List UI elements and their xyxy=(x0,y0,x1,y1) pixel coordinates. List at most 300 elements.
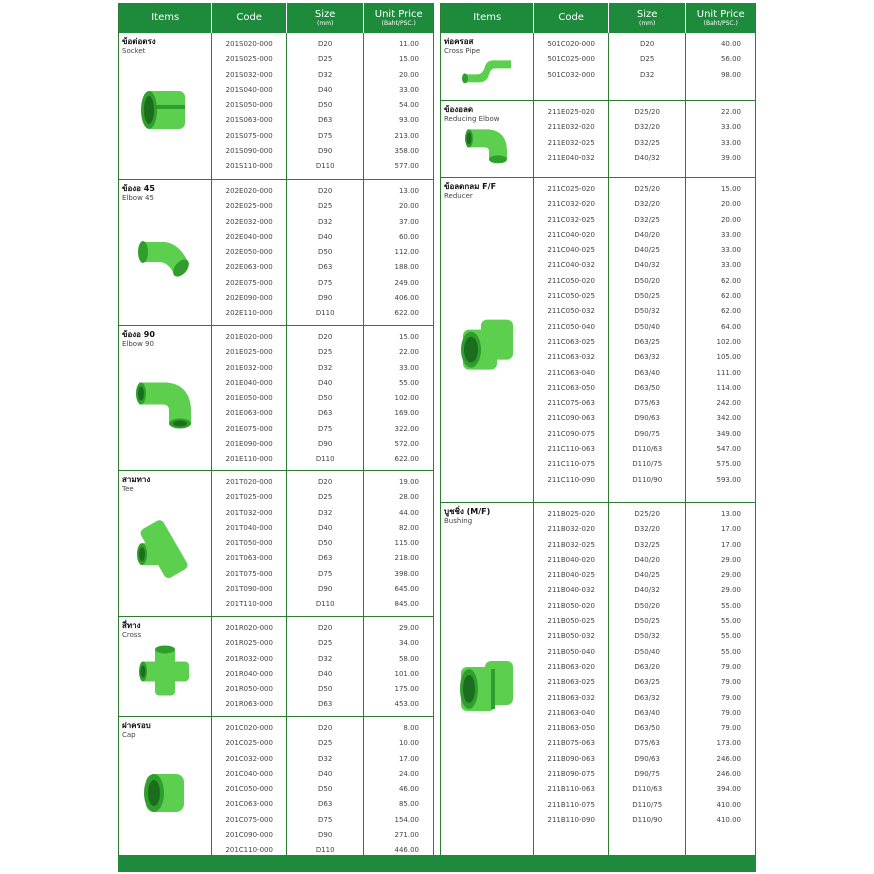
header-unit-price: Unit Price (Baht/PSC.) xyxy=(696,8,745,27)
price-cell: 349.00 xyxy=(716,429,741,438)
size-cell: D63 xyxy=(318,263,333,272)
product-name-english: Cap xyxy=(122,731,136,739)
code-column xyxy=(212,471,287,616)
right-table-body xyxy=(441,33,755,859)
size-column xyxy=(287,717,365,861)
code-cell: 211B040-032 xyxy=(547,586,595,595)
code-cell: 211B110-063 xyxy=(547,785,595,794)
size-cell: D32 xyxy=(318,363,333,372)
code-cell: 201S032-000 xyxy=(225,70,273,79)
product-name-english: Cross Pipe xyxy=(444,47,481,55)
price-column xyxy=(364,471,433,616)
size-cell: D63 xyxy=(318,700,333,709)
price-cell: 17.00 xyxy=(720,540,741,549)
product-group xyxy=(119,326,433,471)
code-cell: 211C063-050 xyxy=(547,383,595,392)
size-cell: D110/90 xyxy=(632,475,663,484)
product-group xyxy=(119,33,433,180)
cross-icon xyxy=(135,643,195,699)
reducer-icon xyxy=(455,316,519,374)
table-header xyxy=(119,3,433,33)
code-cell: 202E040-000 xyxy=(225,232,273,241)
size-cell: D90 xyxy=(318,294,333,303)
price-cell: 13.00 xyxy=(720,510,741,518)
size-cell: D25 xyxy=(318,202,333,211)
product-item-cell xyxy=(441,33,534,100)
code-cell: 211C050-025 xyxy=(547,292,595,301)
price-cell: 37.00 xyxy=(398,217,419,226)
size-cell: D75/63 xyxy=(634,739,660,748)
size-cell: D32 xyxy=(318,754,333,763)
size-cell: D40 xyxy=(318,523,333,532)
price-cell: 342.00 xyxy=(716,414,741,423)
header-code: Code xyxy=(212,3,287,33)
size-cell: D75 xyxy=(318,131,333,140)
code-cell: 211B032-025 xyxy=(547,540,595,549)
product-name-thai: ข้อต่อตรง xyxy=(122,37,156,46)
price-cell: 575.00 xyxy=(716,460,741,469)
price-cell: 62.00 xyxy=(720,276,741,285)
size-column xyxy=(287,33,365,179)
code-column xyxy=(212,717,287,861)
price-column xyxy=(686,101,755,177)
size-cell: D63 xyxy=(318,554,333,563)
price-cell: 10.00 xyxy=(398,739,419,748)
price-column xyxy=(364,326,433,470)
price-cell: 17.00 xyxy=(398,754,419,763)
price-cell: 13.00 xyxy=(398,187,419,195)
code-cell: 211C110-063 xyxy=(547,445,595,454)
size-column xyxy=(609,503,687,858)
code-cell: 202E110-000 xyxy=(225,309,273,318)
code-cell: 201R050-000 xyxy=(225,685,273,694)
size-cell: D90 xyxy=(318,831,333,840)
price-column xyxy=(364,33,433,179)
code-cell: 211C090-063 xyxy=(547,414,595,423)
price-column xyxy=(364,617,433,716)
price-cell: 105.00 xyxy=(716,353,741,362)
size-cell: D90/75 xyxy=(634,429,660,438)
size-cell: D32 xyxy=(318,217,333,226)
price-cell: 173.00 xyxy=(716,739,741,748)
code-cell: 202E025-000 xyxy=(225,202,273,211)
code-cell: 201S110-000 xyxy=(225,162,273,171)
size-cell: D63 xyxy=(318,800,333,809)
code-cell: 211E032-025 xyxy=(547,138,595,147)
price-cell: 213.00 xyxy=(394,131,419,140)
size-cell: D40/32 xyxy=(634,586,660,595)
code-cell: 201C040-000 xyxy=(225,769,273,778)
price-cell: 33.00 xyxy=(720,230,741,239)
product-name-english: Reducer xyxy=(444,192,473,200)
price-cell: 114.00 xyxy=(716,383,741,392)
price-cell: 58.00 xyxy=(398,654,419,663)
price-cell: 169.00 xyxy=(394,409,419,418)
code-cell: 211C032-020 xyxy=(547,200,595,209)
price-cell: 79.00 xyxy=(720,678,741,687)
code-cell: 211C032-025 xyxy=(547,215,595,224)
size-cell: D50 xyxy=(318,248,333,257)
size-cell: D40/20 xyxy=(634,555,660,564)
price-cell: 246.00 xyxy=(716,770,741,779)
code-cell: 201C025-000 xyxy=(225,739,273,748)
code-cell: 201T063-000 xyxy=(225,554,273,563)
price-cell: 64.00 xyxy=(720,322,741,331)
header-unit-price: Unit Price (Baht/PSC.) xyxy=(374,8,423,27)
size-cell: D32 xyxy=(640,70,655,79)
size-cell: D32 xyxy=(318,70,333,79)
code-cell: 211C110-075 xyxy=(547,460,595,469)
price-cell: 15.00 xyxy=(720,185,741,193)
code-cell: 211C050-040 xyxy=(547,322,595,331)
price-cell: 93.00 xyxy=(398,116,419,125)
size-cell: D110/75 xyxy=(632,460,663,469)
size-cell: D25/20 xyxy=(634,510,660,518)
size-cell: D90/63 xyxy=(634,414,660,423)
price-column xyxy=(686,33,755,100)
price-cell: 33.00 xyxy=(720,246,741,255)
product-group xyxy=(441,178,755,503)
size-cell: D110 xyxy=(315,600,335,609)
size-cell: D32/20 xyxy=(634,123,660,132)
price-cell: 46.00 xyxy=(398,785,419,794)
price-cell: 406.00 xyxy=(394,294,419,303)
code-cell: 211C040-020 xyxy=(547,230,595,239)
size-cell: D50/25 xyxy=(634,617,660,626)
price-cell: 55.00 xyxy=(720,617,741,626)
size-cell: D40 xyxy=(318,85,333,94)
price-column xyxy=(364,180,433,325)
price-cell: 845.00 xyxy=(394,600,419,609)
price-cell: 60.00 xyxy=(398,232,419,241)
size-cell: D50/40 xyxy=(634,322,660,331)
price-cell: 593.00 xyxy=(716,475,741,484)
code-cell: 201T110-000 xyxy=(225,600,273,609)
code-cell: 201R032-000 xyxy=(225,654,273,663)
code-cell: 201E020-000 xyxy=(225,333,273,341)
price-cell: 572.00 xyxy=(394,440,419,449)
code-column xyxy=(212,617,287,716)
code-cell: 201E090-000 xyxy=(225,440,273,449)
size-cell: D32 xyxy=(318,508,333,517)
product-group xyxy=(441,503,755,859)
cross-pipe-icon xyxy=(461,54,513,84)
price-cell: 79.00 xyxy=(720,708,741,717)
price-cell: 55.00 xyxy=(720,632,741,641)
price-cell: 15.00 xyxy=(398,333,419,341)
price-cell: 20.00 xyxy=(398,70,419,79)
size-cell: D20 xyxy=(318,624,333,632)
code-cell: 211B050-040 xyxy=(547,647,595,656)
product-name-thai: ฝาครอบ xyxy=(122,721,151,730)
size-cell: D110/75 xyxy=(632,800,663,809)
code-cell: 211B063-050 xyxy=(547,724,595,733)
price-cell: 271.00 xyxy=(394,831,419,840)
size-cell: D63/25 xyxy=(634,678,660,687)
product-name-english: Elbow 45 xyxy=(122,194,154,202)
code-cell: 201C110-000 xyxy=(225,846,273,855)
product-group xyxy=(119,617,433,717)
size-cell: D90 xyxy=(318,440,333,449)
product-group xyxy=(119,180,433,326)
product-item-cell xyxy=(119,326,212,470)
size-cell: D63/40 xyxy=(634,708,660,717)
code-cell: 202E020-000 xyxy=(225,187,273,195)
size-cell: D63 xyxy=(318,409,333,418)
size-cell: D25/20 xyxy=(634,108,660,116)
size-column xyxy=(287,471,365,616)
size-cell: D50 xyxy=(318,539,333,548)
size-cell: D75 xyxy=(318,815,333,824)
code-column xyxy=(534,503,609,858)
price-cell: 19.00 xyxy=(398,478,419,486)
product-item-cell xyxy=(119,471,212,616)
product-name-thai: บูชชิ่ง (M/F) xyxy=(444,507,491,516)
price-cell: 33.00 xyxy=(720,123,741,132)
price-cell: 20.00 xyxy=(720,200,741,209)
header-size: Size (mm) xyxy=(287,3,365,33)
code-cell: 202E090-000 xyxy=(225,294,273,303)
size-cell: D50 xyxy=(318,394,333,403)
code-cell: 211B063-032 xyxy=(547,693,595,702)
size-cell: D40 xyxy=(318,232,333,241)
size-cell: D32/20 xyxy=(634,525,660,534)
footer-bar xyxy=(118,855,756,872)
code-cell: 501C032-000 xyxy=(547,70,595,79)
size-cell: D110/63 xyxy=(632,445,663,454)
code-cell: 211B032-020 xyxy=(547,525,595,534)
price-cell: 322.00 xyxy=(394,424,419,433)
code-cell: 211E040-032 xyxy=(547,153,595,162)
code-cell: 201T020-000 xyxy=(225,478,273,486)
product-item-cell xyxy=(441,503,534,858)
code-cell: 211B110-090 xyxy=(547,815,595,824)
code-cell: 211B110-075 xyxy=(547,800,595,809)
code-cell: 211B090-063 xyxy=(547,754,595,763)
product-name-thai: ข้องอ 90 xyxy=(122,330,155,339)
code-cell: 211B050-025 xyxy=(547,617,595,626)
price-cell: 446.00 xyxy=(394,846,419,855)
price-column xyxy=(686,178,755,502)
code-cell: 211B075-063 xyxy=(547,739,595,748)
price-cell: 82.00 xyxy=(398,523,419,532)
code-cell: 211E032-020 xyxy=(547,123,595,132)
price-cell: 29.00 xyxy=(398,624,419,632)
product-name-thai: ข้องอลด xyxy=(444,105,474,114)
size-cell: D50/20 xyxy=(634,601,660,610)
product-item-cell xyxy=(119,717,212,861)
size-cell: D90 xyxy=(318,585,333,594)
price-cell: 154.00 xyxy=(394,815,419,824)
code-cell: 201S025-000 xyxy=(225,55,273,64)
code-column xyxy=(534,101,609,177)
size-column xyxy=(287,326,365,470)
size-cell: D40/25 xyxy=(634,571,660,580)
size-cell: D32 xyxy=(318,654,333,663)
price-column xyxy=(686,503,755,858)
price-column xyxy=(364,717,433,861)
code-cell: 202E032-000 xyxy=(225,217,273,226)
price-cell: 453.00 xyxy=(394,700,419,709)
product-name-english: Socket xyxy=(122,47,146,55)
code-cell: 211B063-025 xyxy=(547,678,595,687)
size-column xyxy=(609,33,687,100)
price-cell: 79.00 xyxy=(720,693,741,702)
size-cell: D25 xyxy=(640,55,655,64)
code-cell: 201R040-000 xyxy=(225,669,273,678)
size-cell: D50 xyxy=(318,685,333,694)
code-cell: 211C040-032 xyxy=(547,261,595,270)
product-name-thai: สี่ทาง xyxy=(122,621,141,630)
left-table-body xyxy=(119,33,433,862)
size-cell: D20 xyxy=(318,40,333,48)
size-cell: D32/20 xyxy=(634,200,660,209)
price-cell: 398.00 xyxy=(394,569,419,578)
product-item-cell xyxy=(119,180,212,325)
size-cell: D50/32 xyxy=(634,632,660,641)
code-column xyxy=(212,326,287,470)
code-cell: 211C050-032 xyxy=(547,307,595,316)
price-cell: 56.00 xyxy=(720,55,741,64)
price-cell: 28.00 xyxy=(398,493,419,502)
code-cell: 201S063-000 xyxy=(225,116,273,125)
price-cell: 29.00 xyxy=(720,586,741,595)
code-cell: 201C032-000 xyxy=(225,754,273,763)
cap-icon xyxy=(140,768,190,818)
code-cell: 211C063-032 xyxy=(547,353,595,362)
product-name-thai: สามทาง xyxy=(122,475,151,484)
price-cell: 358.00 xyxy=(394,147,419,156)
header-code: Code xyxy=(534,3,609,33)
size-cell: D20 xyxy=(318,187,333,195)
size-cell: D63/32 xyxy=(634,693,660,702)
product-name-thai: ข้องอ 45 xyxy=(122,184,155,193)
size-cell: D50 xyxy=(318,785,333,794)
price-cell: 29.00 xyxy=(720,571,741,580)
price-cell: 62.00 xyxy=(720,307,741,316)
code-cell: 201C020-000 xyxy=(225,724,273,732)
product-name-english: Cross xyxy=(122,631,142,639)
price-cell: 102.00 xyxy=(716,337,741,346)
price-cell: 55.00 xyxy=(398,378,419,387)
size-cell: D50/40 xyxy=(634,647,660,656)
size-cell: D25 xyxy=(318,639,333,648)
code-column xyxy=(212,180,287,325)
code-column xyxy=(534,178,609,502)
price-cell: 22.00 xyxy=(398,348,419,357)
size-cell: D75 xyxy=(318,278,333,287)
code-cell: 201C063-000 xyxy=(225,800,273,809)
size-cell: D20 xyxy=(318,724,333,732)
code-cell: 211B050-032 xyxy=(547,632,595,641)
code-column xyxy=(212,33,287,179)
size-cell: D63/50 xyxy=(634,383,660,392)
price-cell: 17.00 xyxy=(720,525,741,534)
size-cell: D110 xyxy=(315,846,335,855)
price-cell: 410.00 xyxy=(716,800,741,809)
code-cell: 211B090-075 xyxy=(547,770,595,779)
code-cell: 201S040-000 xyxy=(225,85,273,94)
size-cell: D25 xyxy=(318,55,333,64)
code-cell: 211E025-020 xyxy=(547,108,595,116)
product-item-cell xyxy=(119,617,212,716)
tee-icon xyxy=(133,517,197,581)
size-cell: D25 xyxy=(318,493,333,502)
price-cell: 102.00 xyxy=(394,394,419,403)
price-cell: 394.00 xyxy=(716,785,741,794)
code-cell: 201S050-000 xyxy=(225,101,273,110)
price-cell: 622.00 xyxy=(394,455,419,464)
price-cell: 249.00 xyxy=(394,278,419,287)
price-cell: 22.00 xyxy=(720,108,741,116)
price-cell: 410.00 xyxy=(716,815,741,824)
price-cell: 645.00 xyxy=(394,585,419,594)
header-size: Size (mm) xyxy=(609,3,687,33)
price-cell: 79.00 xyxy=(720,662,741,671)
code-cell: 501C025-000 xyxy=(547,55,595,64)
size-cell: D63/50 xyxy=(634,724,660,733)
code-cell: 201E075-000 xyxy=(225,424,273,433)
size-cell: D75/63 xyxy=(634,399,660,408)
price-cell: 33.00 xyxy=(720,261,741,270)
price-cell: 24.00 xyxy=(398,769,419,778)
product-group xyxy=(119,717,433,862)
size-cell: D63/20 xyxy=(634,662,660,671)
code-cell: 201T032-000 xyxy=(225,508,273,517)
code-cell: 201E063-000 xyxy=(225,409,273,418)
price-cell: 33.00 xyxy=(398,85,419,94)
price-cell: 55.00 xyxy=(720,647,741,656)
left-price-table xyxy=(118,3,434,862)
price-cell: 98.00 xyxy=(720,70,741,79)
code-cell: 201E110-000 xyxy=(225,455,273,464)
code-cell: 201R063-000 xyxy=(225,700,273,709)
product-group xyxy=(441,33,755,101)
price-cell: 246.00 xyxy=(716,754,741,763)
socket-icon xyxy=(137,85,193,135)
size-cell: D110 xyxy=(315,162,335,171)
code-cell: 211B040-025 xyxy=(547,571,595,580)
price-cell: 242.00 xyxy=(716,399,741,408)
code-cell: 211C090-075 xyxy=(547,429,595,438)
size-cell: D40/32 xyxy=(634,153,660,162)
header-items: Items xyxy=(441,3,534,33)
bushing-icon xyxy=(455,654,519,716)
code-cell: 201E050-000 xyxy=(225,394,273,403)
size-cell: D32/25 xyxy=(634,215,660,224)
code-cell: 202E050-000 xyxy=(225,248,273,257)
code-cell: 211C025-020 xyxy=(547,185,595,193)
price-cell: 33.00 xyxy=(720,138,741,147)
price-cell: 175.00 xyxy=(394,685,419,694)
size-cell: D110/90 xyxy=(632,815,663,824)
size-cell: D110 xyxy=(315,309,335,318)
price-cell: 54.00 xyxy=(398,101,419,110)
price-cell: 11.00 xyxy=(398,40,419,48)
price-cell: 44.00 xyxy=(398,508,419,517)
price-cell: 20.00 xyxy=(720,215,741,224)
header-items: Items xyxy=(119,3,212,33)
price-cell: 622.00 xyxy=(394,309,419,318)
size-cell: D110/63 xyxy=(632,785,663,794)
price-cell: 8.00 xyxy=(403,724,419,732)
product-item-cell xyxy=(119,33,212,179)
price-cell: 547.00 xyxy=(716,445,741,454)
code-cell: 201S090-000 xyxy=(225,147,273,156)
price-cell: 29.00 xyxy=(720,555,741,564)
code-cell: 201T040-000 xyxy=(225,523,273,532)
price-cell: 101.00 xyxy=(394,669,419,678)
